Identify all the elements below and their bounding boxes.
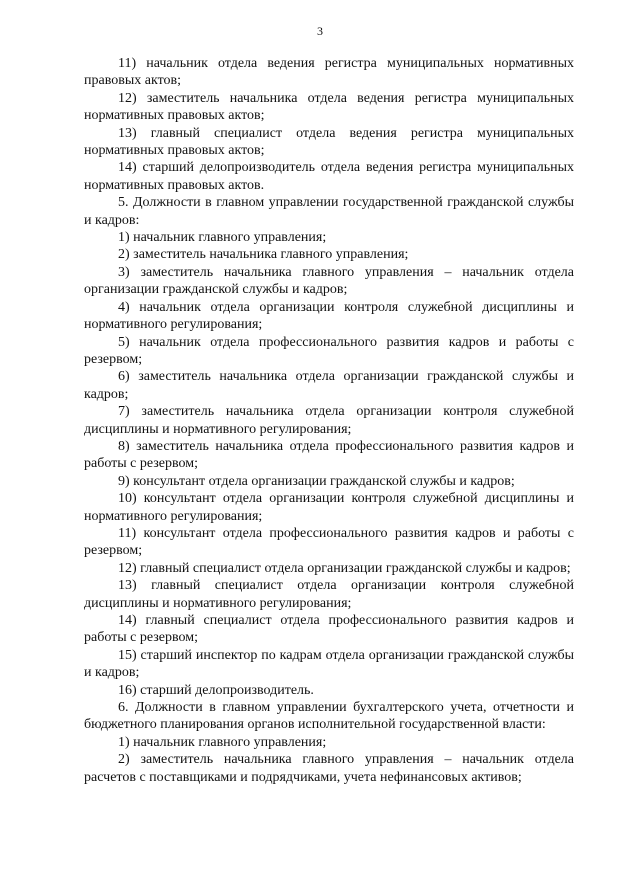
paragraph: 10) консультант отдела организации контроля служебной дисциплины и нормативного регулирования; (84, 491, 574, 524)
document-body (84, 55, 574, 786)
paragraph: 5) начальник отдела профессионального развития кадров и работы с резервом; (84, 334, 574, 367)
paragraph: 16) старший делопроизводитель. (118, 682, 314, 698)
paragraph: 2) заместитель начальника главного управления – начальник отдела расчетов с поставщиками и подрядчиками, учета нефинансовых активов; (84, 752, 574, 785)
paragraph: 13) главный специалист отдела ведения регистра муниципальных нормативных правовых актов; (84, 125, 574, 159)
paragraph: 4) начальник отдела организации контроля служебной дисциплины и нормативного регулирования; (84, 299, 574, 333)
paragraph: 11) начальник отдела ведения регистра муниципальных нормативных правовых актов; (84, 56, 574, 89)
paragraph: 14) старший делопроизводитель отдела ведения регистра муниципальных нормативных правовых актов. (84, 160, 574, 193)
paragraph: 9) консультант отдела организации гражданской службы и кадров; (118, 473, 515, 489)
page-number: 3 (317, 24, 323, 38)
section-heading: 6. Должности в главном управлении бухгалтерского учета, отчетности и бюджетного планирования органов исполнительной государственной власти: (84, 700, 574, 733)
section-heading: 5. Должности в главном управлении государственной гражданской службы и кадров: (84, 195, 574, 228)
paragraph: 13) главный специалист отдела организации контроля служебной дисциплины и нормативного регулирования; (84, 578, 574, 611)
paragraph: 15) старший инспектор по кадрам отдела организации гражданской службы и кадров; (84, 647, 574, 681)
paragraph: 6) заместитель начальника отдела организации гражданской службы и кадров; (84, 369, 574, 402)
paragraph: 8) заместитель начальника отдела профессионального развития кадров и работы с резервом; (84, 438, 574, 472)
paragraph: 12) главный специалист отдела организации гражданской службы и кадров; (118, 560, 571, 576)
paragraph: 1) начальник главного управления; (118, 230, 327, 246)
paragraph: 2) заместитель начальника главного управления; (118, 247, 409, 263)
paragraph: 3) заместитель начальника главного управления – начальник отдела организации гражданской службы и кадров; (84, 264, 574, 298)
paragraph: 1) начальник главного управления; (118, 734, 327, 750)
paragraph: 11) консультант отдела профессионального развития кадров и работы с резервом; (84, 525, 574, 559)
paragraph: 7) заместитель начальника отдела организации контроля служебной дисциплины и нормативного регулирования; (84, 404, 574, 437)
paragraph: 12) заместитель начальника отдела ведения регистра муниципальных нормативных правовых актов; (84, 90, 574, 124)
paragraph: 14) главный специалист отдела профессионального развития кадров и работы с резервом; (84, 613, 574, 646)
